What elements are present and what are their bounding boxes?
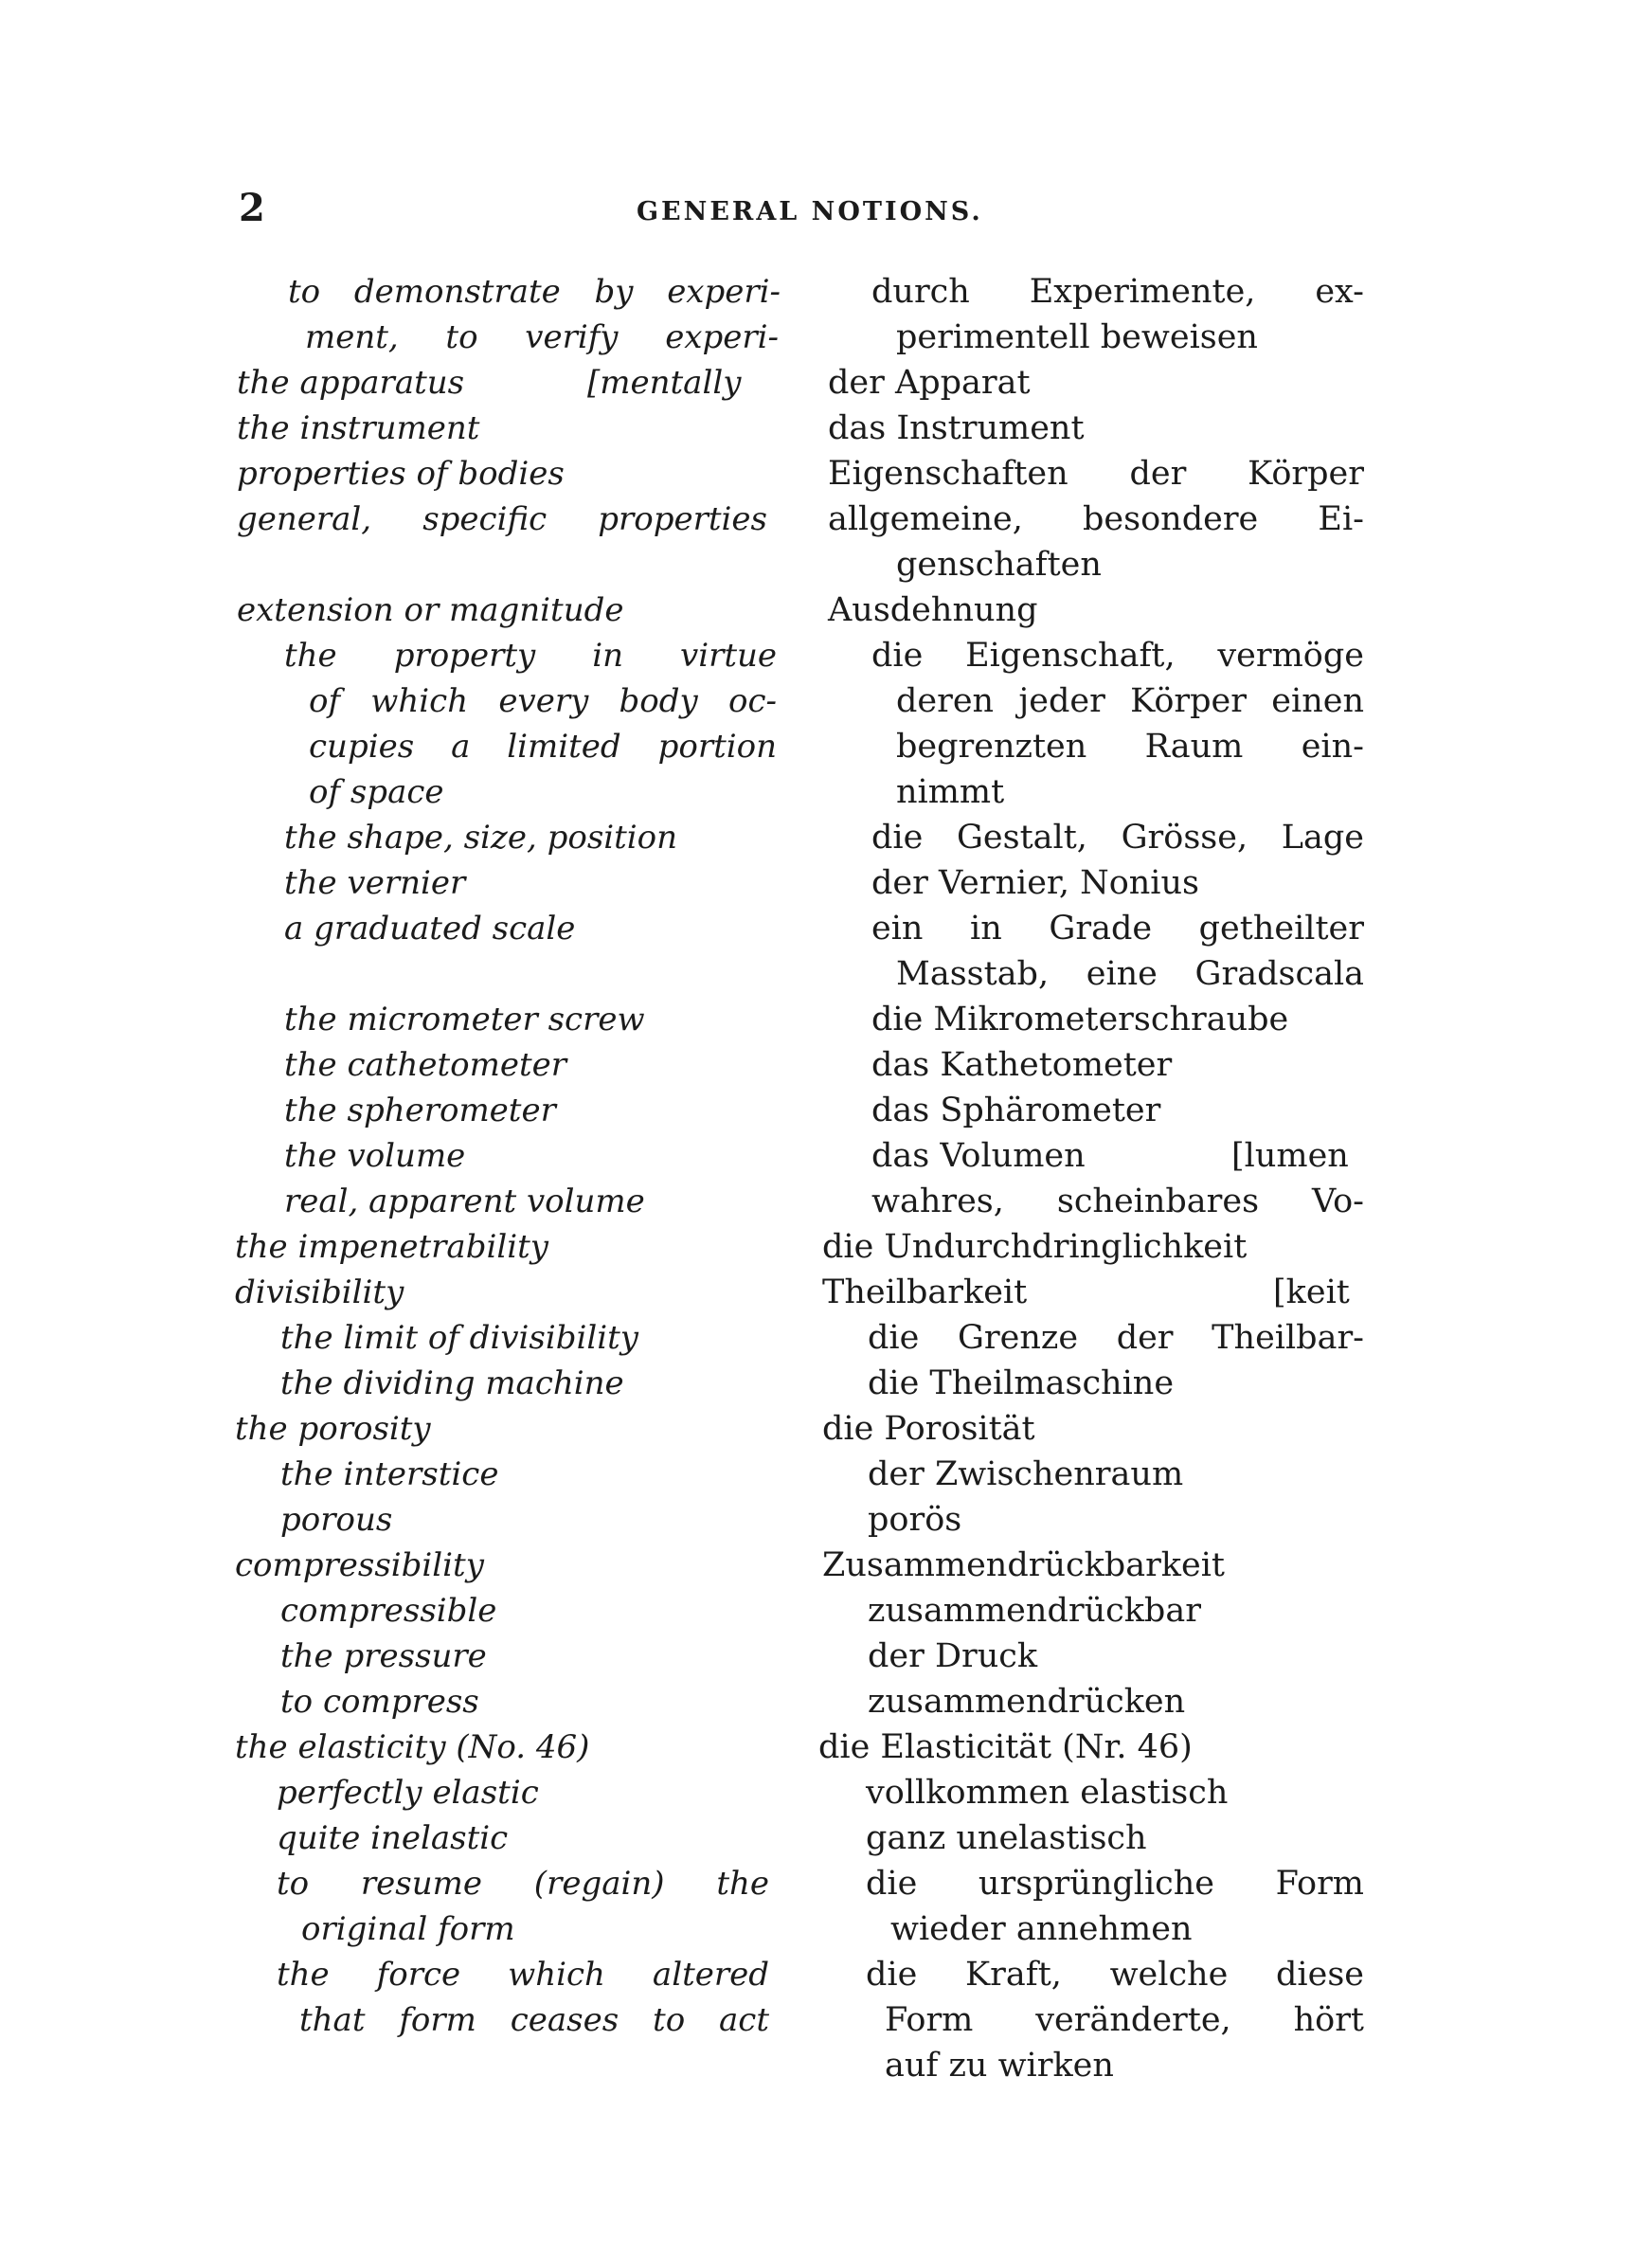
english-term-line: of space: [309, 773, 444, 811]
english-term-line: properties of bodies: [237, 455, 565, 493]
english-term-line: the impenetrability: [235, 1228, 548, 1266]
german-term-line: porös: [868, 1501, 962, 1539]
english-term-line: to resume (regain) the: [277, 1865, 769, 1903]
english-term-line: perfectly elastic: [277, 1774, 539, 1812]
german-term-line: perimentell beweisen: [896, 318, 1258, 356]
english-term-line: that form ceases to act: [299, 2001, 769, 2039]
english-term-line: general, specific properties: [237, 500, 767, 538]
german-term-line: ganz unelastisch: [866, 1819, 1147, 1857]
english-term-line: the elasticity (No. 46): [235, 1728, 590, 1766]
english-term-line: the porosity: [235, 1410, 431, 1448]
german-term-line: nimmt: [896, 773, 1005, 811]
german-term-line: das Sphärometer: [871, 1092, 1161, 1129]
german-term-line: wieder annehmen: [890, 1910, 1193, 1948]
english-term-line: the interstice: [280, 1455, 499, 1493]
english-term-line: the limit of divisibility: [280, 1319, 638, 1357]
english-term-line: the micrometer screw: [284, 1001, 645, 1038]
english-term-line: porous: [280, 1501, 393, 1539]
german-term-line: zusammendrückbar: [868, 1592, 1201, 1630]
english-term-line: compressible: [280, 1592, 497, 1630]
german-term-line: die ursprüngliche Form: [866, 1865, 1364, 1903]
english-term-line: original form: [301, 1910, 515, 1948]
english-term-line: the dividing machine: [280, 1364, 624, 1402]
german-term-line: begrenzten Raum ein-: [896, 728, 1364, 766]
german-term-line: zusammendrücken: [868, 1683, 1186, 1721]
german-term-line: der Zwischenraum: [868, 1455, 1184, 1493]
german-term-line: allgemeine, besondere Ei-: [828, 500, 1364, 538]
german-term-line: die Grenze der Theilbar-: [868, 1319, 1364, 1357]
german-term-line: die Undurchdringlichkeit: [822, 1228, 1248, 1266]
german-term-line: genschaften: [896, 546, 1102, 584]
english-term-line: [mentally: [587, 364, 742, 402]
english-term-line: the force which altered: [277, 1956, 769, 1994]
english-term-line: the instrument: [237, 409, 480, 447]
german-term-line: der Druck: [868, 1637, 1038, 1675]
english-term-line: of which every body oc-: [309, 682, 777, 720]
english-term-line: extension or magnitude: [237, 591, 624, 629]
english-term-line: a graduated scale: [284, 910, 576, 948]
english-term-line: to demonstrate by experi-: [288, 273, 781, 311]
german-term-line: Ausdehnung: [828, 591, 1038, 629]
german-term-line: die Kraft, welche diese: [866, 1956, 1364, 1994]
english-term-line: the property in virtue: [284, 637, 777, 675]
german-term-line: die Mikrometerschraube: [871, 1001, 1289, 1038]
english-term-line: the shape, size, position: [284, 819, 678, 857]
german-term-line: der Apparat: [828, 364, 1031, 402]
german-term-line: die Elasticität (Nr. 46): [818, 1728, 1193, 1766]
german-term-line: Zusammendrückbarkeit: [822, 1546, 1225, 1584]
english-term-line: divisibility: [235, 1273, 404, 1311]
german-term-line: [keit: [1273, 1273, 1350, 1311]
german-term-line: das Kathetometer: [871, 1046, 1173, 1084]
running-head: GENERAL NOTIONS.: [637, 197, 983, 226]
german-term-line: [lumen: [1231, 1137, 1349, 1175]
german-term-line: deren jeder Körper einen: [896, 682, 1364, 720]
german-term-line: Masstab, eine Gradscala: [896, 955, 1364, 993]
german-term-line: vollkommen elastisch: [866, 1774, 1229, 1812]
english-term-line: ment, to verify experi-: [305, 318, 779, 356]
english-term-line: the vernier: [284, 864, 466, 902]
english-term-line: to compress: [280, 1683, 479, 1721]
english-term-line: cupies a limited portion: [309, 728, 777, 766]
english-term-line: the apparatus: [237, 364, 465, 402]
german-term-line: Form veränderte, hört: [885, 2001, 1364, 2039]
german-term-line: auf zu wirken: [885, 2047, 1114, 2085]
german-term-line: Theilbarkeit: [822, 1273, 1028, 1311]
page-number: 2: [239, 186, 265, 230]
english-term-line: real, apparent volume: [284, 1183, 645, 1220]
german-term-line: die Porosität: [822, 1410, 1035, 1448]
english-term-line: the volume: [284, 1137, 466, 1175]
german-term-line: durch Experimente, ex-: [871, 273, 1364, 311]
english-term-line: compressibility: [235, 1546, 484, 1584]
german-term-line: das Instrument: [828, 409, 1085, 447]
german-term-line: der Vernier, Nonius: [871, 864, 1200, 902]
english-term-line: the pressure: [280, 1637, 487, 1675]
german-term-line: die Eigenschaft, vermöge: [871, 637, 1364, 675]
english-term-line: the spherometer: [284, 1092, 556, 1129]
english-term-line: quite inelastic: [277, 1819, 509, 1857]
german-term-line: die Theilmaschine: [868, 1364, 1175, 1402]
german-term-line: wahres, scheinbares Vo-: [871, 1183, 1364, 1220]
german-term-line: Eigenschaften der Körper: [828, 455, 1364, 493]
german-term-line: das Volumen: [871, 1137, 1086, 1175]
german-term-line: die Gestalt, Grösse, Lage: [871, 819, 1364, 857]
german-term-line: ein in Grade getheilter: [871, 910, 1364, 948]
english-term-line: the cathetometer: [284, 1046, 567, 1084]
